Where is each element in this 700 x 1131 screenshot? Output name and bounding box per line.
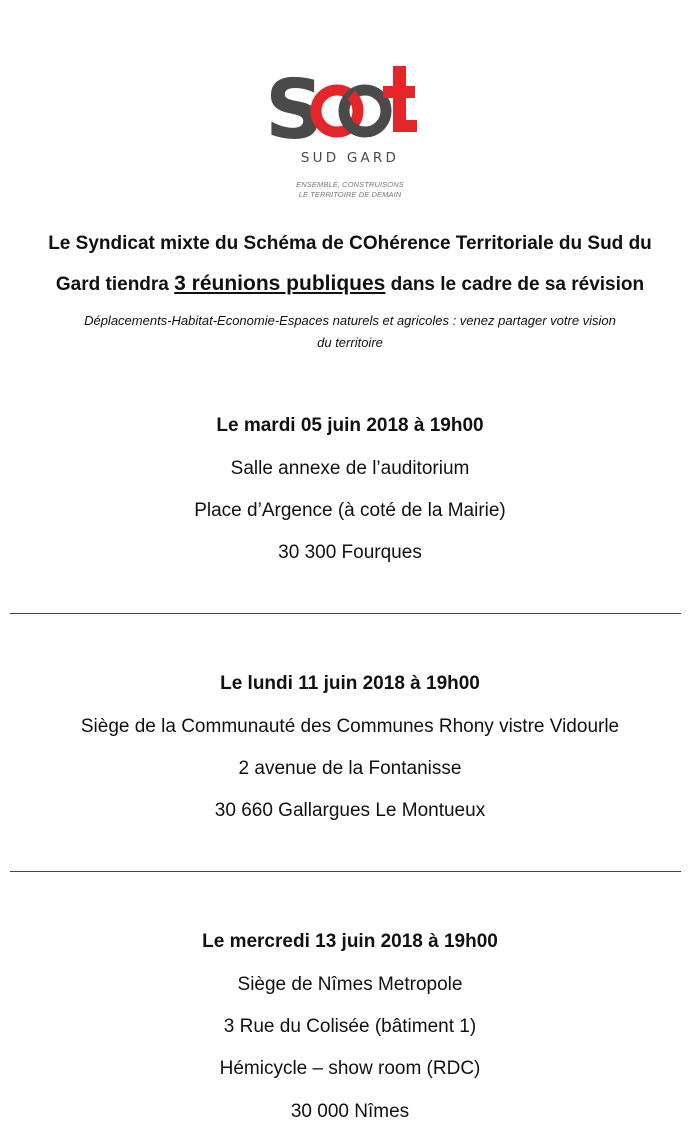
meeting-1-date: Le mardi 05 juin 2018 à 19h00 bbox=[216, 415, 484, 436]
headline-line1: Le Syndicat mixte du Schéma de COhérence Territoriale du Sud du bbox=[48, 233, 652, 254]
logo-tagline-line2: LE TERRITOIRE DE DEMAIN bbox=[298, 190, 402, 199]
meeting-2-address: 2 avenue de la Fontanisse bbox=[238, 758, 462, 779]
meeting-3-date: Le mercredi 13 juin 2018 à 19h00 bbox=[202, 931, 498, 952]
public-meetings-link[interactable]: 3 réunions publiques bbox=[174, 272, 386, 295]
meeting-2-date: Le lundi 11 juin 2018 à 19h00 bbox=[220, 673, 480, 694]
headline-line2 bbox=[10, 263, 690, 305]
logo-region: SUD GARD bbox=[300, 150, 400, 166]
meeting-1-address: Place d’Argence (à coté de la Mairie) bbox=[194, 500, 506, 521]
meeting-1-city: 30 300 Fourques bbox=[278, 542, 422, 563]
meeting-3-room: Hémicycle – show room (RDC) bbox=[219, 1058, 481, 1079]
logo-letter-s: S bbox=[265, 63, 319, 158]
divider bbox=[10, 871, 681, 872]
meeting-2-city: 30 660 Gallargues Le Montueux bbox=[214, 800, 486, 821]
headline-text-after: dans le cadre de sa révision bbox=[390, 274, 645, 295]
subtitle-line2: du territoire bbox=[317, 335, 383, 350]
meeting-3-venue: Siège de Nîmes Metropole bbox=[237, 974, 463, 995]
meeting-3-city: 30 000 Nîmes bbox=[290, 1101, 410, 1122]
logo-ring-overlap bbox=[351, 95, 358, 111]
logo-tagline-line1: ENSEMBLE, CONSTRUISONS bbox=[296, 180, 404, 189]
meeting-2-venue: Siège de la Communauté des Communes Rhony vistre Vidourle bbox=[80, 716, 620, 737]
subtitle-line1: Déplacements-Habitat-Economie-Espaces naturels et agricoles : venez partager votre vision bbox=[84, 313, 616, 328]
headline-text-before: Gard tiendra bbox=[55, 274, 169, 295]
divider bbox=[10, 613, 681, 614]
meeting-1-venue: Salle annexe de l’auditorium bbox=[230, 458, 470, 479]
logo-t-bar bbox=[383, 86, 415, 98]
meeting-3-address: 3 Rue du Colisée (bâtiment 1) bbox=[223, 1016, 477, 1037]
